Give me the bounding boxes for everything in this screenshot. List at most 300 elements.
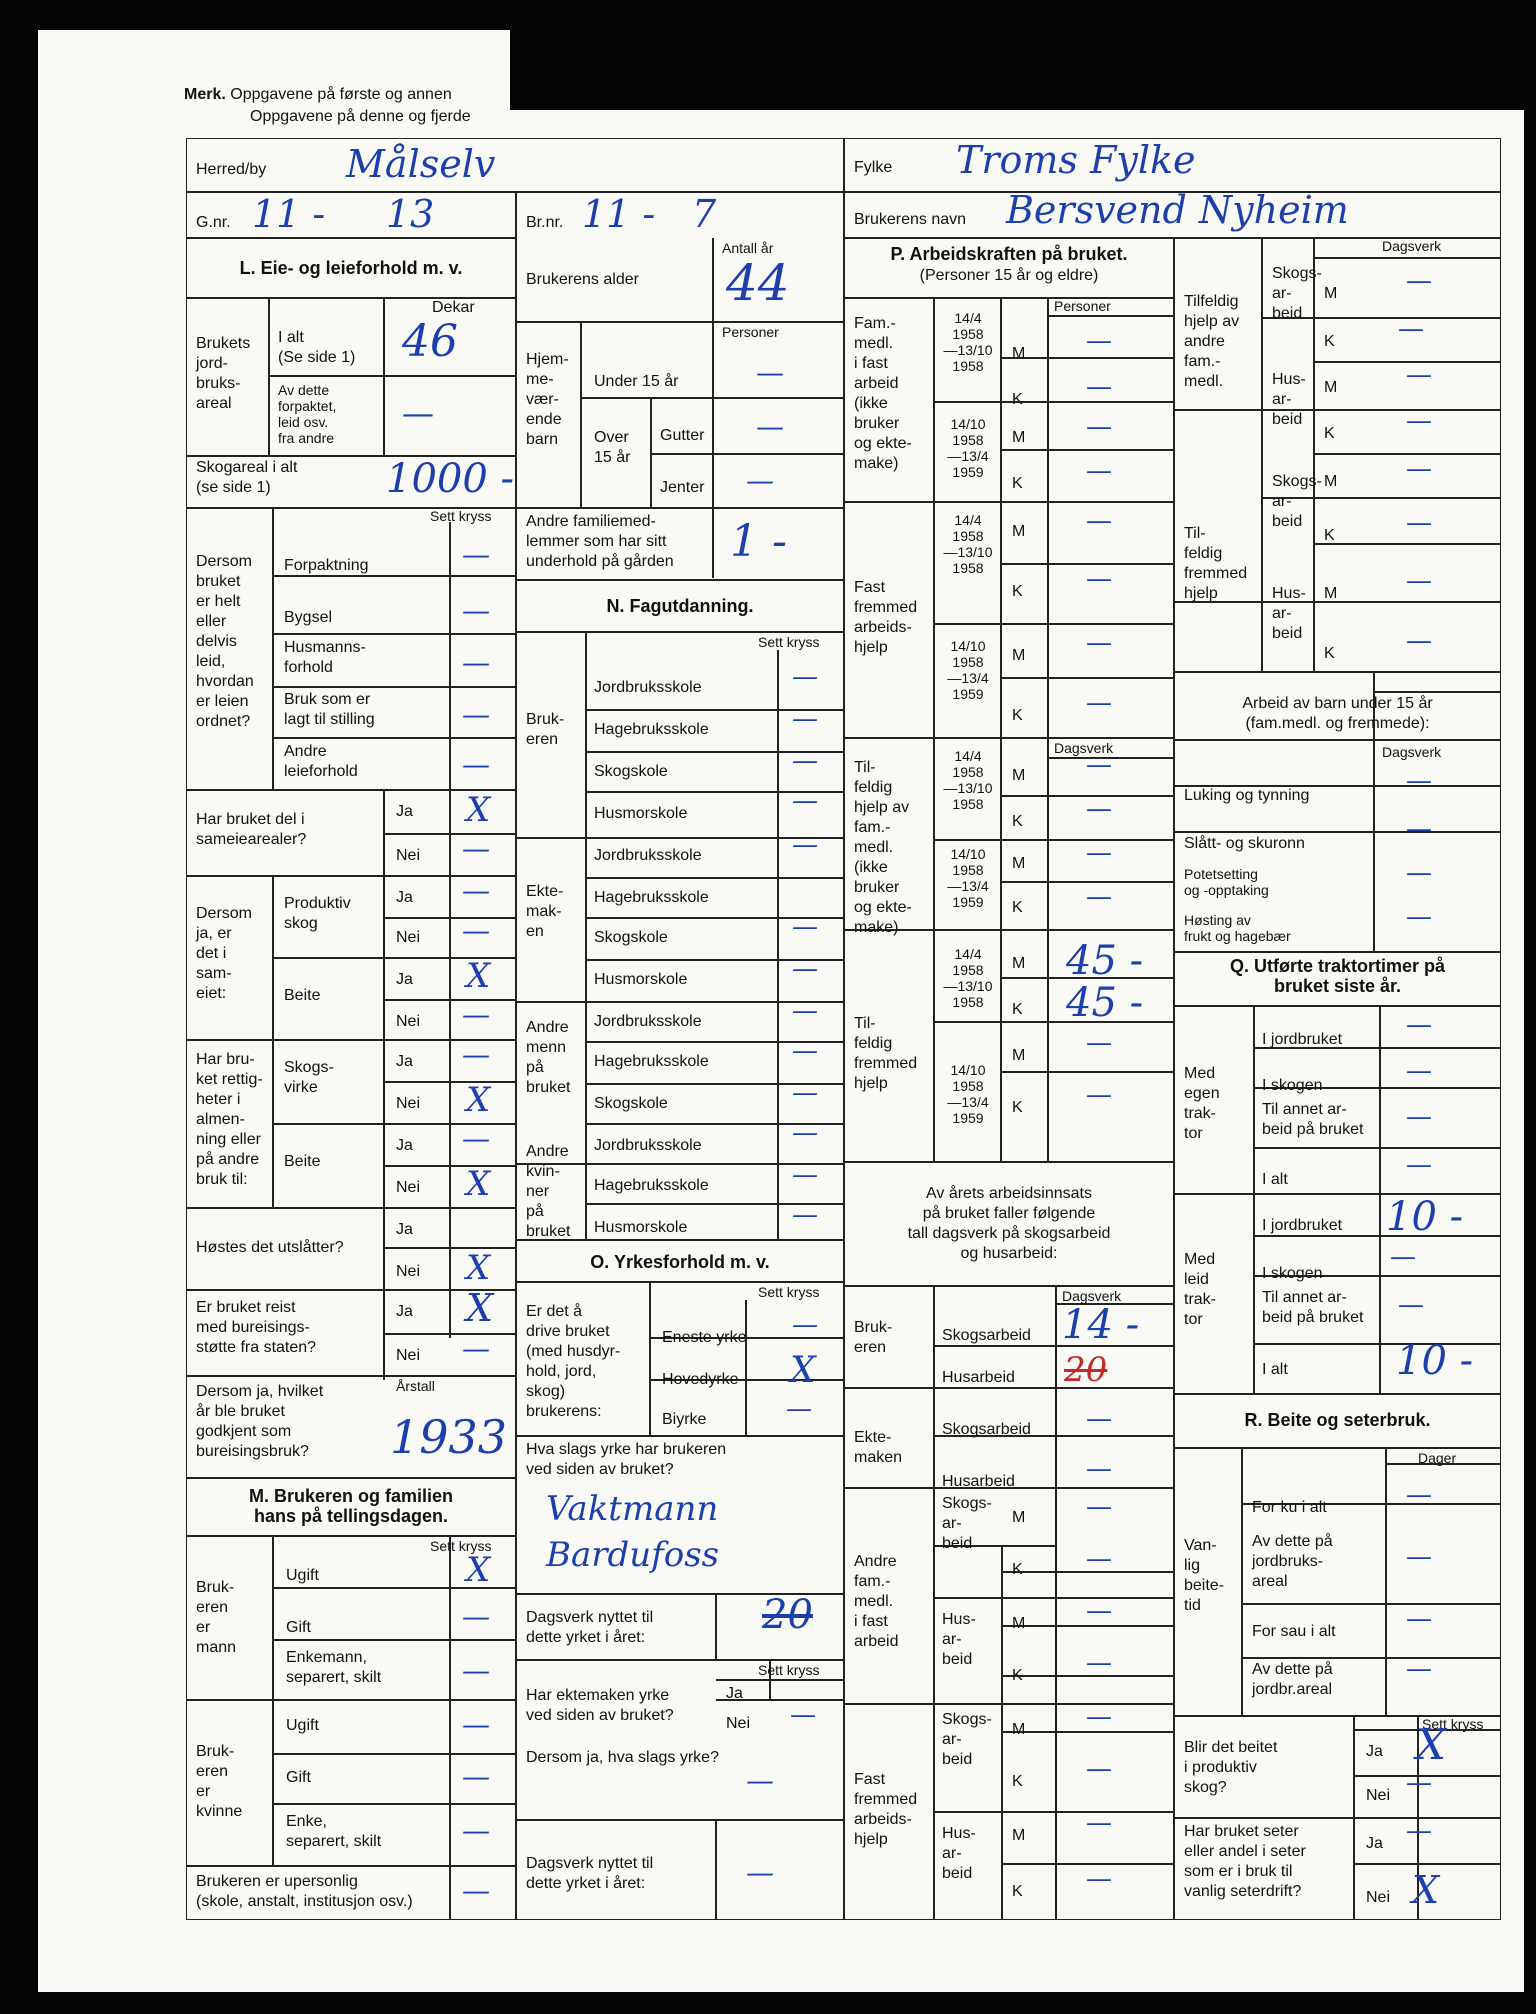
arstall-question: Dersom ja, hvilket år ble bruket godkjent som bureisingsbruk?	[196, 1383, 324, 1460]
rett-beite-ja: Ja	[396, 1137, 413, 1154]
sameiet-beite-ja: Ja	[396, 971, 413, 988]
brukeren-mann-label: Bruk- eren er mann	[196, 1579, 237, 1656]
n-m-hagebruk-check[interactable]: —	[792, 1036, 818, 1066]
skogareal-value[interactable]: 1000 -	[386, 456, 515, 502]
c4-fr-skogs-m: M	[1324, 473, 1338, 490]
section-r-title: R. Beite og seterbruk.	[1244, 1410, 1431, 1430]
rett-beite-nei-check[interactable]: X	[466, 1164, 491, 1204]
seter-question: Har bruket seter eller andel i seter som er i bruk til vanlig seterdrift?	[1184, 1823, 1306, 1900]
merk-line2: Oppgavene på denne og fjerde	[250, 108, 471, 125]
enkemann-label: Enkemann, separert, skilt	[286, 1649, 382, 1686]
tfam-k1: K	[1012, 813, 1023, 830]
seter-nei-check[interactable]: X	[1412, 1868, 1440, 1912]
egen-skogen-value[interactable]: —	[1406, 1056, 1432, 1086]
av-sau-value[interactable]: —	[1406, 1654, 1432, 1684]
gnr-value1[interactable]: 11 -	[252, 192, 326, 236]
produktiv-ja: Ja	[1366, 1743, 1383, 1760]
af-hus-m: M	[1012, 1615, 1026, 1632]
under15-value[interactable]: —	[756, 356, 784, 389]
bygsel-label: Bygsel	[284, 609, 333, 626]
fr-k2-value[interactable]: —	[1086, 688, 1112, 718]
r-sett-kryss: Sett kryss	[1422, 1716, 1484, 1732]
ff-k1-value[interactable]: —	[1086, 372, 1112, 402]
av-ku-value[interactable]: —	[1406, 1542, 1432, 1572]
egen-jordbruket-label: I jordbruket	[1262, 1031, 1343, 1048]
luking-value[interactable]: —	[1406, 766, 1432, 796]
n-k-hagebruk: Hagebruksskole	[594, 1177, 709, 1194]
utslatter-question: Høstes det utslåtter?	[196, 1239, 344, 1256]
biyrke-label: Biyrke	[662, 1411, 707, 1428]
n-e-husmor: Husmorskole	[594, 971, 688, 988]
gnr-label: G.nr.	[196, 214, 231, 231]
drive-question: Er det å drive bruket (med husdyr- hold, jord, skog) brukerens:	[526, 1303, 621, 1420]
c4-fr-hus-m: M	[1324, 585, 1338, 602]
leid-traktor-label: Med leid trak- tor	[1184, 1251, 1216, 1328]
sameiet-beite-nei: Nei	[396, 1013, 421, 1030]
n-m-skog-check[interactable]: —	[792, 1078, 818, 1108]
tfam-k2-value[interactable]: —	[1086, 882, 1112, 912]
skogsvirke-label: Skogs- virke	[284, 1059, 334, 1096]
produktiv-ja-check[interactable]: X	[1416, 1720, 1446, 1769]
jordbruksareal-label: Brukets jord- bruks- areal	[196, 335, 251, 412]
brukerens-navn-label: Brukerens navn	[854, 211, 967, 228]
utslatter-ja: Ja	[396, 1221, 413, 1238]
c4-fr-skogs-label: Skogs- ar- beid	[1272, 473, 1322, 530]
ek-husarbeid-label: Husarbeid	[942, 1473, 1015, 1490]
af-hus-m-value[interactable]: —	[1086, 1596, 1112, 1626]
bureising-ja-check[interactable]: X	[466, 1286, 494, 1330]
c4-fam-hus-label: Hus- ar- beid	[1272, 371, 1306, 428]
ffh-hus-m-value[interactable]: —	[1086, 1808, 1112, 1838]
af-hus-k: K	[1012, 1667, 1023, 1684]
over15-label: Over 15 år	[594, 429, 631, 466]
n-b-skog: Skogskole	[594, 763, 668, 780]
tfr-k2: K	[1012, 1099, 1023, 1116]
arstall-value[interactable]: 1933	[390, 1410, 508, 1464]
merk-line1: Oppgavene på første og annen	[230, 86, 452, 103]
enke-label: Enke, separert, skilt	[286, 1813, 382, 1850]
i-alt-label: I alt (Se side 1)	[278, 329, 356, 366]
jenter-label: Jenter	[660, 479, 705, 496]
fr-period1: 14/4 1958 —13/10 1958	[943, 512, 993, 576]
dersom-yrke-question: Dersom ja, hva slags yrke?	[526, 1749, 719, 1766]
fr-m1: M	[1012, 523, 1026, 540]
n-e-skog-check[interactable]: —	[792, 912, 818, 942]
n-e-skog: Skogskole	[594, 929, 668, 946]
mann-ugift-label: Ugift	[286, 1567, 319, 1584]
enke-check[interactable]: —	[462, 1814, 490, 1847]
alder-label: Brukerens alder	[526, 271, 639, 288]
ektemake-nei-check[interactable]: —	[790, 1700, 816, 1730]
hosting-value[interactable]: —	[1406, 902, 1432, 932]
skogareal-label: Skogareal i alt (se side 1)	[196, 459, 298, 496]
fr-period2: 14/10 1958 —13/4 1959	[947, 638, 989, 702]
gutter-label: Gutter	[660, 427, 705, 444]
n-m-jordbruk: Jordbruksskole	[594, 1013, 702, 1030]
arstall-label: Årstall	[396, 1378, 435, 1394]
n-b-skog-check[interactable]: —	[792, 746, 818, 776]
ku-label: For ku i alt	[1252, 1499, 1327, 1516]
tfr-m1: M	[1012, 955, 1026, 972]
sameiet-beite-nei-check[interactable]: —	[462, 998, 490, 1031]
husmanns-check[interactable]: —	[462, 646, 490, 679]
seter-ja-check[interactable]: —	[1406, 1816, 1432, 1846]
af-skogs-label: Skogs- ar- beid	[942, 1495, 992, 1552]
andre-fam-label: Andre familiemed- lemmer som har sitt underhold på gården	[526, 513, 674, 570]
hosting-label: Høsting av frukt og hagebær	[1184, 912, 1291, 944]
ku-value[interactable]: —	[1406, 1480, 1432, 1510]
c4-fam-hus-m-value[interactable]: —	[1406, 360, 1432, 390]
n-k-jordbruk: Jordbruksskole	[594, 1137, 702, 1154]
n-m-hagebruk: Hagebruksskole	[594, 1053, 709, 1070]
ff-m2-value[interactable]: —	[1086, 412, 1112, 442]
fr-m2: M	[1012, 647, 1026, 664]
egen-annet-label: Til annet ar- beid på bruket	[1262, 1101, 1364, 1138]
ff-k1: K	[1012, 391, 1023, 408]
c4-fam-skogs-k-value[interactable]: —	[1398, 314, 1424, 344]
section-n-title: N. Fagutdanning.	[606, 596, 754, 616]
sau-value[interactable]: —	[1406, 1604, 1432, 1634]
innsats-text: Av årets arbeidsinnsats på bruket faller følgende tall dagsverk på skogsarbeid og husarbeid:	[907, 1185, 1111, 1262]
rett-skog-nei-check[interactable]: X	[466, 1080, 491, 1120]
rettigheter-question: Har bru- ket rettig- heter i almen- ning eller på andre bruk til:	[196, 1051, 263, 1188]
tfr-k2-value[interactable]: —	[1086, 1080, 1112, 1110]
tfam-m2: M	[1012, 855, 1026, 872]
andre-leie-check[interactable]: —	[462, 748, 490, 781]
fam-fast-label: Fam.- medl. i fast arbeid (ikke bruker og ekte- make)	[854, 315, 912, 472]
sameiet-beite-label: Beite	[284, 987, 321, 1004]
kvinne-gift-label: Gift	[286, 1769, 311, 1786]
fr-m2-value[interactable]: —	[1086, 628, 1112, 658]
ffh-skogs-label: Skogs- ar- beid	[942, 1711, 992, 1768]
p2-dagsverk-label: Dagsverk	[1062, 1288, 1122, 1304]
bruk-stilling-label: Bruk som er lagt til stilling	[284, 691, 375, 728]
leid-jordbruket-value[interactable]: 10 -	[1386, 1194, 1464, 1240]
tfr-period1: 14/4 1958 —13/10 1958	[943, 946, 993, 1010]
egen-annet-value[interactable]: —	[1406, 1102, 1432, 1132]
ek-husarbeid-value[interactable]: —	[1086, 1454, 1112, 1484]
slatt-value[interactable]: —	[1406, 814, 1432, 844]
ffh-skogs-m: M	[1012, 1721, 1026, 1738]
ff-m2: M	[1012, 429, 1026, 446]
gnr-value2[interactable]: 13	[386, 192, 435, 236]
section-l-title: L. Eie- og leieforhold m. v.	[239, 258, 463, 278]
ek-skogsarbeid-value[interactable]: —	[1086, 1404, 1112, 1434]
fr-k2: K	[1012, 707, 1023, 724]
ffh-hus-label: Hus- ar- beid	[942, 1825, 976, 1882]
ff-k2-value[interactable]: —	[1086, 456, 1112, 486]
n-andre-menn-label: Andre menn på bruket	[526, 1019, 571, 1096]
hovedyrke-check[interactable]: X	[790, 1350, 816, 1391]
bygsel-check[interactable]: —	[462, 594, 490, 627]
af-skogs-m-value[interactable]: —	[1086, 1492, 1112, 1522]
br-skogsarbeid-value[interactable]: 14 -	[1062, 1302, 1140, 1348]
c4-fam-hus-k: K	[1324, 425, 1335, 442]
hjemmevaerende-label: Hjem- me- vær- ende barn	[526, 351, 569, 448]
brnr-label: Br.nr.	[526, 214, 564, 231]
kvinne-ugift-label: Ugift	[286, 1717, 319, 1734]
tfam-m1-value[interactable]: —	[1086, 750, 1112, 780]
sau-label: For sau i alt	[1252, 1623, 1336, 1640]
tfr-m2-value[interactable]: —	[1086, 1028, 1112, 1058]
biyrke-check[interactable]: —	[786, 1394, 812, 1424]
tfr-m1-value[interactable]: 45 -	[1066, 938, 1144, 984]
mann-gift-check[interactable]: —	[462, 1600, 490, 1633]
herred-label: Herred/by	[196, 161, 267, 178]
c4-fr-skogs-k-value[interactable]: —	[1406, 508, 1432, 538]
n-k-husmor: Husmorskole	[594, 1219, 688, 1236]
p2-fast-fremmed-label: Fast fremmed arbeids- hjelp	[854, 1771, 918, 1848]
eneste-yrke-check[interactable]: —	[792, 1310, 818, 1340]
c4-barn-dagsverk-label: Dagsverk	[1382, 744, 1442, 760]
ek-skogsarbeid-label: Skogsarbeid	[942, 1421, 1031, 1438]
ff-period1: 14/4 1958 —13/10 1958	[943, 310, 993, 374]
andre-fam-value[interactable]: 1 -	[730, 516, 787, 567]
upersonlig-label: Brukeren er upersonlig (skole, anstalt, institusjon osv.)	[196, 1873, 413, 1910]
tfr-m2: M	[1012, 1047, 1026, 1064]
ffh-hus-m: M	[1012, 1827, 1026, 1844]
af-hus-label: Hus- ar- beid	[942, 1611, 976, 1668]
andre-leie-label: Andre leieforhold	[284, 743, 358, 780]
n-e-hagebruk: Hagebruksskole	[594, 889, 709, 906]
p-dagsverk-label: Dagsverk	[1054, 740, 1114, 756]
n-andre-kvinner-label: Andre kvin- ner på bruket	[526, 1143, 571, 1240]
n-m-skog: Skogskole	[594, 1095, 668, 1112]
husmanns-label: Husmanns- forhold	[284, 639, 366, 676]
section-p-title: P. Arbeidskraften på bruket.	[890, 244, 1128, 264]
barn-header: Arbeid av barn under 15 år (fam.medl. og fremmede):	[1242, 695, 1433, 732]
br-husarbeid-value[interactable]: 20	[1064, 1350, 1108, 1390]
ffh-skogs-k: K	[1012, 1773, 1023, 1790]
scan-background	[510, 0, 1536, 110]
c4-tilf-fam-label: Tilfeldig hjelp av andre fam.- medl.	[1184, 293, 1240, 390]
dager-label: Dager	[1418, 1450, 1457, 1466]
produktiv-skog-question: Blir det beitet i produktiv skog?	[1184, 1739, 1278, 1796]
p2-ektemaken-label: Ekte- maken	[854, 1429, 903, 1466]
upersonlig-check[interactable]: —	[462, 1874, 490, 1907]
ffh-hus-k-value[interactable]: —	[1086, 1864, 1112, 1894]
ektemake-ja: Ja	[726, 1685, 743, 1702]
ektemake-yrke-question: Har ektemaken yrke ved siden av bruket?	[526, 1687, 674, 1724]
fylke-value[interactable]: Troms Fylke	[956, 138, 1196, 182]
m-sett-kryss: Sett kryss	[430, 1538, 492, 1554]
c4-fam-skogs-m-value[interactable]: —	[1406, 266, 1432, 296]
tfam-period2: 14/10 1958 —13/4 1959	[947, 846, 989, 910]
section-p-subtitle: (Personer 15 år og eldre)	[919, 267, 1099, 284]
mann-gift-label: Gift	[286, 1619, 311, 1636]
sameie-question: Har bruket del i sameiearealer?	[196, 811, 307, 848]
av-sau-label: Av dette på jordbr.areal	[1252, 1661, 1333, 1698]
produktiv-nei-check[interactable]: —	[1406, 1768, 1432, 1798]
av-dette-value[interactable]: —	[402, 394, 434, 432]
sameie-ja-check[interactable]: X	[466, 790, 491, 830]
tilf-fremmed-label: Til- feldig fremmed hjelp	[854, 1015, 918, 1092]
hovedyrke-label: Hovedyrke	[662, 1371, 739, 1388]
bureising-ja: Ja	[396, 1303, 413, 1320]
af-skogs-k-value[interactable]: —	[1086, 1544, 1112, 1574]
tfam-period1: 14/4 1958 —13/10 1958	[943, 748, 993, 812]
tfr-k1: K	[1012, 1001, 1023, 1018]
tfam-k1-value[interactable]: —	[1086, 794, 1112, 824]
leid-i-alt-label: I alt	[1262, 1361, 1288, 1378]
n-b-hagebruk: Hagebruksskole	[594, 721, 709, 738]
slags-yrke-value[interactable]: Vaktmann Bardufoss	[546, 1489, 720, 1575]
c4-dagsverk-label: Dagsverk	[1382, 238, 1442, 254]
c4-fam-skogs-label: Skogs- ar- beid	[1272, 265, 1322, 322]
ff-period2: 14/10 1958 —13/4 1959	[947, 416, 989, 480]
c4-fr-hus-label: Hus- ar- beid	[1272, 585, 1306, 642]
sameiet-question: Dersom ja, er det i sam- eiet:	[196, 905, 253, 1002]
n-e-jordbruk: Jordbruksskole	[594, 847, 702, 864]
gutter-value[interactable]: —	[756, 410, 784, 443]
fast-fremmed-label: Fast fremmed arbeids- hjelp	[854, 579, 918, 656]
brnr-value2[interactable]: 7	[692, 192, 717, 236]
o-dagsverk-value[interactable]: 20	[762, 1592, 813, 1638]
tfam-m2-value[interactable]: —	[1086, 838, 1112, 868]
c4-fr-hus-m-value[interactable]: —	[1406, 566, 1432, 596]
dersom-yrke-value[interactable]: —	[746, 1764, 774, 1797]
leid-skogen-value[interactable]: —	[1390, 1242, 1416, 1272]
ffh-skogs-k-value[interactable]: —	[1086, 1754, 1112, 1784]
n-b-hagebruk-check[interactable]: —	[792, 704, 818, 734]
leid-annet-value[interactable]: —	[1398, 1290, 1424, 1320]
section-o-title: O. Yrkesforhold m. v.	[590, 1252, 770, 1272]
o-dagsverk2-question: Dagsverk nyttet til dette yrket i året:	[526, 1855, 654, 1892]
alder-value[interactable]: 44	[726, 254, 790, 312]
leid-annet-label: Til annet ar- beid på bruket	[1262, 1289, 1364, 1326]
n-m-jordbruk-check[interactable]: —	[792, 996, 818, 1026]
rett-skog-ja: Ja	[396, 1053, 413, 1070]
n-b-jordbruk: Jordbruksskole	[594, 679, 702, 696]
utslatter-nei-check[interactable]: X	[466, 1248, 491, 1288]
section-q-title: Q. Utførte traktortimer på bruket siste år.	[1229, 956, 1446, 996]
merk-note	[184, 84, 510, 128]
fr-k1: K	[1012, 583, 1023, 600]
produktiv-nei: Nei	[1366, 1787, 1391, 1804]
o-dagsverk2-value[interactable]: —	[746, 1856, 774, 1889]
ff-m1-value[interactable]: —	[1086, 326, 1112, 356]
kvinne-gift-check[interactable]: —	[462, 1760, 490, 1793]
fr-k1-value[interactable]: —	[1086, 564, 1112, 594]
o-dagsverk-question: Dagsverk nyttet til dette yrket i året:	[526, 1609, 654, 1646]
rett-skog-nei: Nei	[396, 1095, 421, 1112]
luking-label: Luking og tynning	[1184, 787, 1310, 804]
slatt-label: Slått- og skuronn	[1184, 835, 1305, 852]
n-e-jordbruk-check[interactable]: —	[792, 830, 818, 860]
p2-brukeren-label: Bruk- eren	[854, 1319, 893, 1356]
n-sett-kryss: Sett kryss	[758, 634, 820, 650]
egen-i-alt-label: I alt	[1262, 1171, 1288, 1188]
fylke-label: Fylke	[854, 159, 893, 176]
leid-i-alt-value[interactable]: 10 -	[1396, 1338, 1474, 1384]
sameiet-beite-ja-check[interactable]: X	[466, 956, 491, 996]
n-ektemaken-label: Ekte- mak- en	[526, 883, 564, 940]
n-brukeren-label: Bruk- eren	[526, 711, 565, 748]
mann-ugift-check[interactable]: X	[466, 1550, 491, 1590]
n-b-jordbruk-check[interactable]: —	[792, 662, 818, 692]
tfr-k1-value[interactable]: 45 -	[1066, 980, 1144, 1026]
af-skogs-m: M	[1012, 1509, 1026, 1526]
sameie-nei-check[interactable]: —	[462, 832, 490, 865]
sameiet-skog-nei: Nei	[396, 929, 421, 946]
br-husarbeid-label: Husarbeid	[942, 1369, 1015, 1386]
jenter-value[interactable]: —	[746, 464, 774, 497]
l-sett-kryss: Sett kryss	[430, 508, 492, 524]
c4-fr-skogs-m-value[interactable]: —	[1406, 454, 1432, 484]
produktiv-skog-label: Produktiv skog	[284, 895, 351, 932]
potet-value[interactable]: —	[1406, 858, 1432, 888]
bureising-question: Er bruket reist med bureisings- støtte fra staten?	[196, 1299, 317, 1356]
av-ku-label: Av dette på jordbruks- areal	[1252, 1533, 1333, 1590]
ffh-skogs-m-value[interactable]: —	[1086, 1702, 1112, 1732]
ektemake-sett-kryss: Sett kryss	[758, 1662, 820, 1678]
c4-fr-hus-k: K	[1324, 645, 1335, 662]
vanlig-beitetid-label: Van- lig beite- tid	[1184, 1537, 1225, 1614]
ff-k2: K	[1012, 475, 1023, 492]
n-b-husmor-check[interactable]: —	[792, 786, 818, 816]
n-k-husmor-check[interactable]: —	[792, 1200, 818, 1230]
leid-jordbruket-label: I jordbruket	[1262, 1217, 1343, 1234]
tfam-m1: M	[1012, 767, 1026, 784]
section-m-title: M. Brukeren og familien hans på tellingsdagen.	[248, 1486, 454, 1526]
egen-traktor-label: Med egen trak- tor	[1184, 1065, 1220, 1142]
c4-fam-hus-k-value[interactable]: —	[1406, 406, 1432, 436]
c4-fr-hus-k-value[interactable]: —	[1406, 626, 1432, 656]
ff-m1: M	[1012, 345, 1026, 362]
seter-nei: Nei	[1366, 1889, 1391, 1906]
sameie-ja: Ja	[396, 803, 413, 820]
merk-label: Merk.	[184, 86, 226, 103]
bureising-nei-check[interactable]: —	[462, 1332, 490, 1365]
herred-value[interactable]: Målselv	[346, 142, 496, 186]
forpaktning-label: Forpaktning	[284, 557, 369, 574]
potet-label: Potetsetting og -opptaking	[1184, 866, 1269, 898]
forpaktning-check[interactable]: —	[462, 538, 490, 571]
c4-fr-skogs-k: K	[1324, 527, 1335, 544]
kvinne-ugift-check[interactable]: —	[462, 1708, 490, 1741]
n-e-husmor-check[interactable]: —	[792, 954, 818, 984]
tfam-k2: K	[1012, 899, 1023, 916]
i-alt-value[interactable]: 46	[402, 316, 458, 367]
p2-andre-fam-label: Andre fam.- medl. i fast arbeid	[854, 1553, 899, 1650]
enkemann-check[interactable]: —	[462, 1654, 490, 1687]
sameie-nei: Nei	[396, 847, 421, 864]
c4-fam-skogs-m: M	[1324, 285, 1338, 302]
n-k-hagebruk-check[interactable]: —	[792, 1160, 818, 1190]
egen-i-alt-value[interactable]: —	[1406, 1150, 1432, 1180]
rett-beite-ja-check[interactable]: —	[462, 1122, 490, 1155]
personer-label: Personer	[722, 324, 779, 340]
rett-skog-ja-check[interactable]: —	[462, 1038, 490, 1071]
sameiet-skog-ja-check[interactable]: —	[462, 874, 490, 907]
bureising-nei: Nei	[396, 1347, 421, 1364]
brukerens-navn-value[interactable]: Bersvend Nyheim	[1006, 188, 1349, 232]
n-k-jordbruk-check[interactable]: —	[792, 1118, 818, 1148]
antall-ar-label: Antall år	[722, 240, 774, 256]
tfr-period2: 14/10 1958 —13/4 1959	[947, 1062, 989, 1126]
p-personer-label: Personer	[1054, 298, 1111, 314]
fr-m1-value[interactable]: —	[1086, 506, 1112, 536]
sameiet-skog-ja: Ja	[396, 889, 413, 906]
sameiet-skog-nei-check[interactable]: —	[462, 914, 490, 947]
tilf-fam-label: Til- feldig hjelp av fam.- medl. (ikke bruker og ekte- make)	[854, 759, 912, 936]
av-dette-label: Av dette forpaktet, leid osv. fra andre	[278, 382, 337, 446]
c4-fam-hus-m: M	[1324, 379, 1338, 396]
brnr-value1[interactable]: 11 -	[582, 192, 656, 236]
egen-jordbruket-value[interactable]: —	[1406, 1010, 1432, 1040]
bruk-stilling-check[interactable]: —	[462, 698, 490, 731]
af-hus-k-value[interactable]: —	[1086, 1648, 1112, 1678]
